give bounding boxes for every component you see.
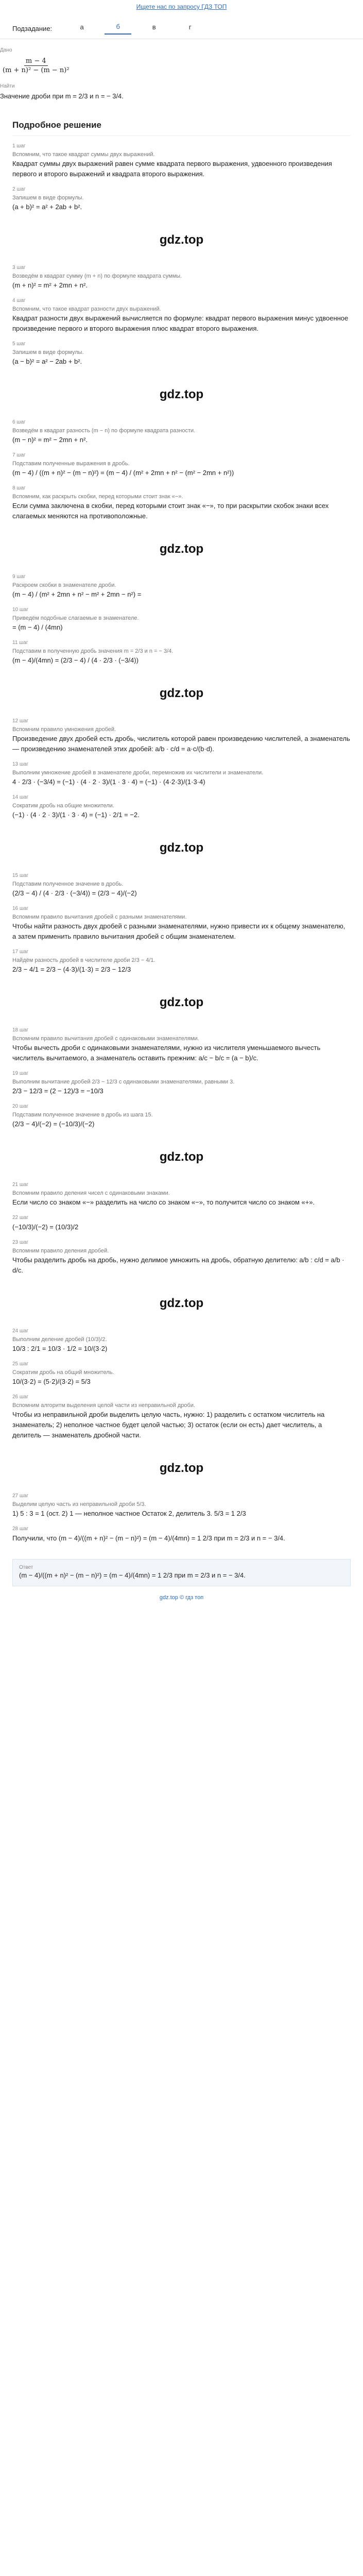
watermark-logo: gdz.top [159, 1150, 204, 1164]
step-caption: Выполним деление дробей (10/3)/2. [12, 1336, 107, 1343]
subtask-tabs [0, 10, 363, 39]
step-text: 1) 5 : 3 = 1 (ост. 2) 1 — неполное частное Остаток 2, делитель 3. 5/3 = 1 2/3 [12, 1510, 246, 1517]
solution-step [0, 1526, 363, 1544]
watermark-logo: gdz.top [159, 1296, 204, 1310]
step-caption: Выполним вычитание дробей 2/3 − 12/3 с одинаковыми знаменателями, равными 3. [12, 1079, 235, 1085]
solution-step [0, 574, 363, 600]
solution-step [0, 1240, 363, 1276]
solution-step [0, 949, 363, 975]
step-label: 6 шаг [12, 419, 26, 425]
step-caption: Сократим дробь на общий множитель. [12, 1369, 114, 1376]
step-text: (m − 4) / (m² + 2mn + n² − m² + 2mn − n²) = [12, 590, 142, 598]
solution-step [0, 1182, 363, 1208]
search-hint-link[interactable]: Ищете нас по запросу ГДЗ ТОП [136, 3, 227, 10]
step-text: Если число со знаком «−» разделить на число со знаком «−», то получится число со знаком «+». [12, 1198, 315, 1206]
tab-a[interactable]: а [80, 23, 84, 31]
step-text: (m − n)² = m² − 2mn + n². [12, 436, 88, 444]
step-text: Если сумма заключена в скобки, перед которыми стоит знак «−», то при раскрытии скобок знаки всех слагаемых меняются на противоположные. [12, 502, 329, 520]
step-caption: Выделим целую часть из неправильной дроби 5/3. [12, 1501, 146, 1507]
solution-step [0, 1071, 363, 1096]
solution-step [0, 718, 363, 754]
solution-step [0, 1493, 363, 1519]
footer-link[interactable]: gdz.top © гдз топ [159, 1595, 204, 1601]
step-label: 27 шаг [12, 1493, 29, 1499]
answer-label: Ответ [19, 1565, 33, 1570]
solution-title: Подробное решение [12, 120, 101, 130]
step-label: 1 шаг [12, 143, 26, 149]
find-text: Значение дроби при m = 2/3 и n = − 3/4. [0, 92, 124, 100]
step-caption: Подставим полученное значение в дробь. [12, 881, 124, 887]
step-label: 17 шаг [12, 949, 29, 955]
step-label: 14 шаг [12, 794, 29, 800]
step-text: (m + n)² = m² + 2mn + n². [12, 281, 88, 289]
solution-step [0, 265, 363, 291]
solution-step [0, 1361, 363, 1387]
step-label: 28 шаг [12, 1526, 29, 1532]
step-label: 19 шаг [12, 1071, 29, 1076]
step-label: 10 шаг [12, 607, 29, 613]
solution-step [0, 640, 363, 666]
step-label: 13 шаг [12, 761, 29, 767]
given-label: Дано [0, 47, 12, 53]
step-text: (a − b)² = a² − 2ab + b². [12, 358, 82, 365]
step-text: Получили, что (m − 4)/((m + n)² − (m − n)²) = (m − 4)/(4mn) = 1 2/3 при m = 2/3 и n = − 3/4. [12, 1534, 285, 1542]
solution-step [0, 794, 363, 820]
solution-step [0, 419, 363, 445]
solution-step [0, 452, 363, 478]
step-caption: Подставим в полученную дробь значения m = 2/3 и n = − 3/4. [12, 648, 174, 654]
solution-step [0, 1104, 363, 1129]
step-caption: Вспомним, что такое квадрат суммы двух выражений. [12, 151, 155, 158]
watermark-logo: gdz.top [159, 686, 204, 700]
given-denominator: (m + n)² − (m − n)² [3, 66, 70, 74]
step-caption: Подставим полученное значение в дробь из шага 15. [12, 1112, 153, 1118]
step-label: 9 шаг [12, 574, 26, 580]
step-text: Квадрат суммы двух выражений равен сумме квадрата первого выражения, удвоенного произведения первого и второго выражений и квадрата второго выражения. [12, 160, 332, 178]
step-caption: Вспомним правило умножения дробей. [12, 726, 116, 733]
answer-box [12, 1559, 351, 1586]
step-caption: Раскроем скобки в знаменателе дроби. [12, 582, 116, 588]
step-text: Чтобы разделить дробь на дробь, нужно делимое умножить на дробь, обратную делителю: a/b : c/d = a/b · d/c. [12, 1256, 344, 1274]
solution-step [0, 1027, 363, 1063]
solution-step [0, 143, 363, 179]
step-label: 15 шаг [12, 873, 29, 878]
step-caption: Вспомним, что такое квадрат разности двух выражений. [12, 306, 161, 312]
step-label: 3 шаг [12, 265, 26, 270]
step-caption: Запишем в виде формулы. [12, 349, 84, 355]
step-caption: Вспомним правило деления дробей. [12, 1248, 109, 1254]
step-text: 2/3 − 12/3 = (2 − 12)/3 = −10/3 [12, 1087, 103, 1095]
step-text: Чтобы найти разность двух дробей с разными знаменателями, нужно привести их к общему знаменателю, а затем применить правило вычитания дробей с общим знаменателем. [12, 922, 345, 940]
given-expression [0, 57, 72, 74]
step-text: 10/3 : 2/1 = 10/3 · 1/2 = 10/(3·2) [12, 1345, 108, 1352]
step-caption: Вспомним, как раскрыть скобки, перед которыми стоит знак «−». [12, 494, 183, 500]
solution-step [0, 298, 363, 334]
step-caption: Сократим дробь на общие множители. [12, 803, 114, 809]
step-text: (m − 4) / ((m + n)² − (m − n)²) = (m − 4) / (m² + 2mn + n² − (m² − 2mn + n²)) [12, 469, 234, 477]
watermark-logo: gdz.top [159, 233, 204, 247]
solution-steps [0, 143, 363, 1544]
solution-step [0, 761, 363, 787]
step-label: 8 шаг [12, 485, 26, 491]
step-label: 23 шаг [12, 1240, 29, 1245]
watermark-logo: gdz.top [159, 841, 204, 855]
step-caption: Возведём в квадрат сумму (m + n) по формуле квадрата суммы. [12, 273, 182, 279]
step-caption: Запишем в виде формулы. [12, 195, 84, 201]
watermark-logo: gdz.top [159, 995, 204, 1009]
step-label: 21 шаг [12, 1182, 29, 1188]
step-caption: Вспомним правило вычитания дробей с одинаковыми знаменателями. [12, 1036, 199, 1042]
given-section [0, 39, 363, 105]
step-text: 10/(3·2) = (5·2)/(3·2) = 5/3 [12, 1378, 91, 1385]
step-text: 2/3 − 4/1 = 2/3 − (4·3)/(1·3) = 2/3 − 12/3 [12, 965, 131, 973]
step-caption: Возведём в квадрат разность (m − n) по формуле квадрата разности. [12, 428, 196, 434]
find-label: Найти [0, 83, 15, 89]
step-text: = (m − 4) / (4mn) [12, 623, 63, 631]
tab-b[interactable]: б [105, 23, 131, 35]
step-text: Произведение двух дробей есть дробь, числитель которой равен произведению числителей, а знаменатель — произведению знаменателей этих дробей: a/b · c/d = a·c/(b·d). [12, 735, 350, 753]
watermark-logo: gdz.top [159, 1461, 204, 1475]
step-caption: Вспомним алгоритм выделения целой части из неправильной дроби. [12, 1402, 196, 1409]
solution-step [0, 906, 363, 942]
tab-v[interactable]: в [152, 23, 156, 31]
step-text: (2/3 − 4)/(−2) = (−10/3)/(−2) [12, 1120, 95, 1128]
step-label: 5 шаг [12, 341, 26, 347]
step-label: 4 шаг [12, 298, 26, 303]
step-text: (2/3 − 4) / (4 · 2/3 · (−3/4)) = (2/3 − 4)/(−2) [12, 889, 137, 897]
solution-step [0, 341, 363, 367]
step-label: 12 шаг [12, 718, 29, 724]
step-caption: Вспомним правило вычитания дробей с разными знаменателями. [12, 914, 187, 920]
solution-step [0, 873, 363, 899]
solution-step [0, 485, 363, 521]
step-caption: Выполним умножение дробей в знаменателе дроби, перемножив их числители и знаменатели. [12, 770, 264, 776]
solution-step [0, 1394, 363, 1440]
step-caption: Найдём разность дробей в числителе дроби 2/3 − 4/1. [12, 957, 155, 963]
title-divider [12, 135, 351, 136]
subtask-label: Подзадание: [12, 25, 53, 32]
step-label: 11 шаг [12, 640, 28, 646]
step-text: Чтобы из неправильной дроби выделить целую часть, нужно: 1) разделить с остатком числитель на знаменатель; 2) неполное частное будет целой частью; 3) остаток (если он есть) дает числитель, а делитель — знаменатель дробной части. [12, 1411, 325, 1439]
step-label: 26 шаг [12, 1394, 29, 1400]
step-text: Чтобы вычесть дроби с одинаковыми знаменателями, нужно из числителя уменьшаемого вычесть числитель вычитаемого, а знаменатель оставить прежним: a/c − b/c = (a − b)/c. [12, 1044, 321, 1062]
solution-step [0, 1328, 363, 1354]
step-label: 24 шаг [12, 1328, 29, 1334]
step-text: (a + b)² = a² + 2ab + b². [12, 203, 82, 211]
given-numerator: m − 4 [24, 57, 48, 66]
step-label: 2 шаг [12, 187, 26, 192]
step-label: 20 шаг [12, 1104, 29, 1109]
step-text: (m − 4)/(4mn) = (2/3 − 4) / (4 · 2/3 · (−3/4)) [12, 656, 139, 664]
tab-g[interactable]: г [188, 23, 192, 31]
step-caption: Подставим полученные выражения в дробь. [12, 461, 130, 467]
step-caption: Приведём подобные слагаемые в знаменателе. [12, 615, 139, 621]
solution-step [0, 607, 363, 633]
step-label: 18 шаг [12, 1027, 29, 1033]
watermark-logo: gdz.top [159, 542, 204, 556]
watermark-logo: gdz.top [159, 387, 204, 401]
step-label: 7 шаг [12, 452, 26, 458]
step-text: (−10/3)/(−2) = (10/3)/2 [12, 1223, 79, 1231]
step-text: (−1) · (4 · 2 · 3)/(1 · 3 · 4) = (−1) · 2/1 = −2. [12, 811, 140, 819]
step-text: 4 · 2/3 · (−3/4) = (−1) · (4 · 2 · 3)/(1 · 3 · 4) = (−1) · (4·2·3)/(1·3·4) [12, 778, 205, 786]
given-fraction [1, 57, 71, 74]
solution-step [0, 1215, 363, 1232]
step-caption: Вспомним правило деления чисел с одинаковыми знаками. [12, 1190, 170, 1196]
step-label: 22 шаг [12, 1215, 29, 1221]
step-text: Квадрат разности двух выражений вычисляется по формуле: квадрат первого выражения минус удвоенное произведение первого и второго выражения плюс квадрат второго выражения. [12, 314, 349, 332]
answer-text: (m − 4)/((m + n)² − (m − n)²) = (m − 4)/(4mn) = 1 2/3 при m = 2/3 и n = − 3/4. [19, 1571, 246, 1579]
step-label: 16 шаг [12, 906, 29, 911]
step-label: 25 шаг [12, 1361, 29, 1367]
solution-step [0, 187, 363, 212]
